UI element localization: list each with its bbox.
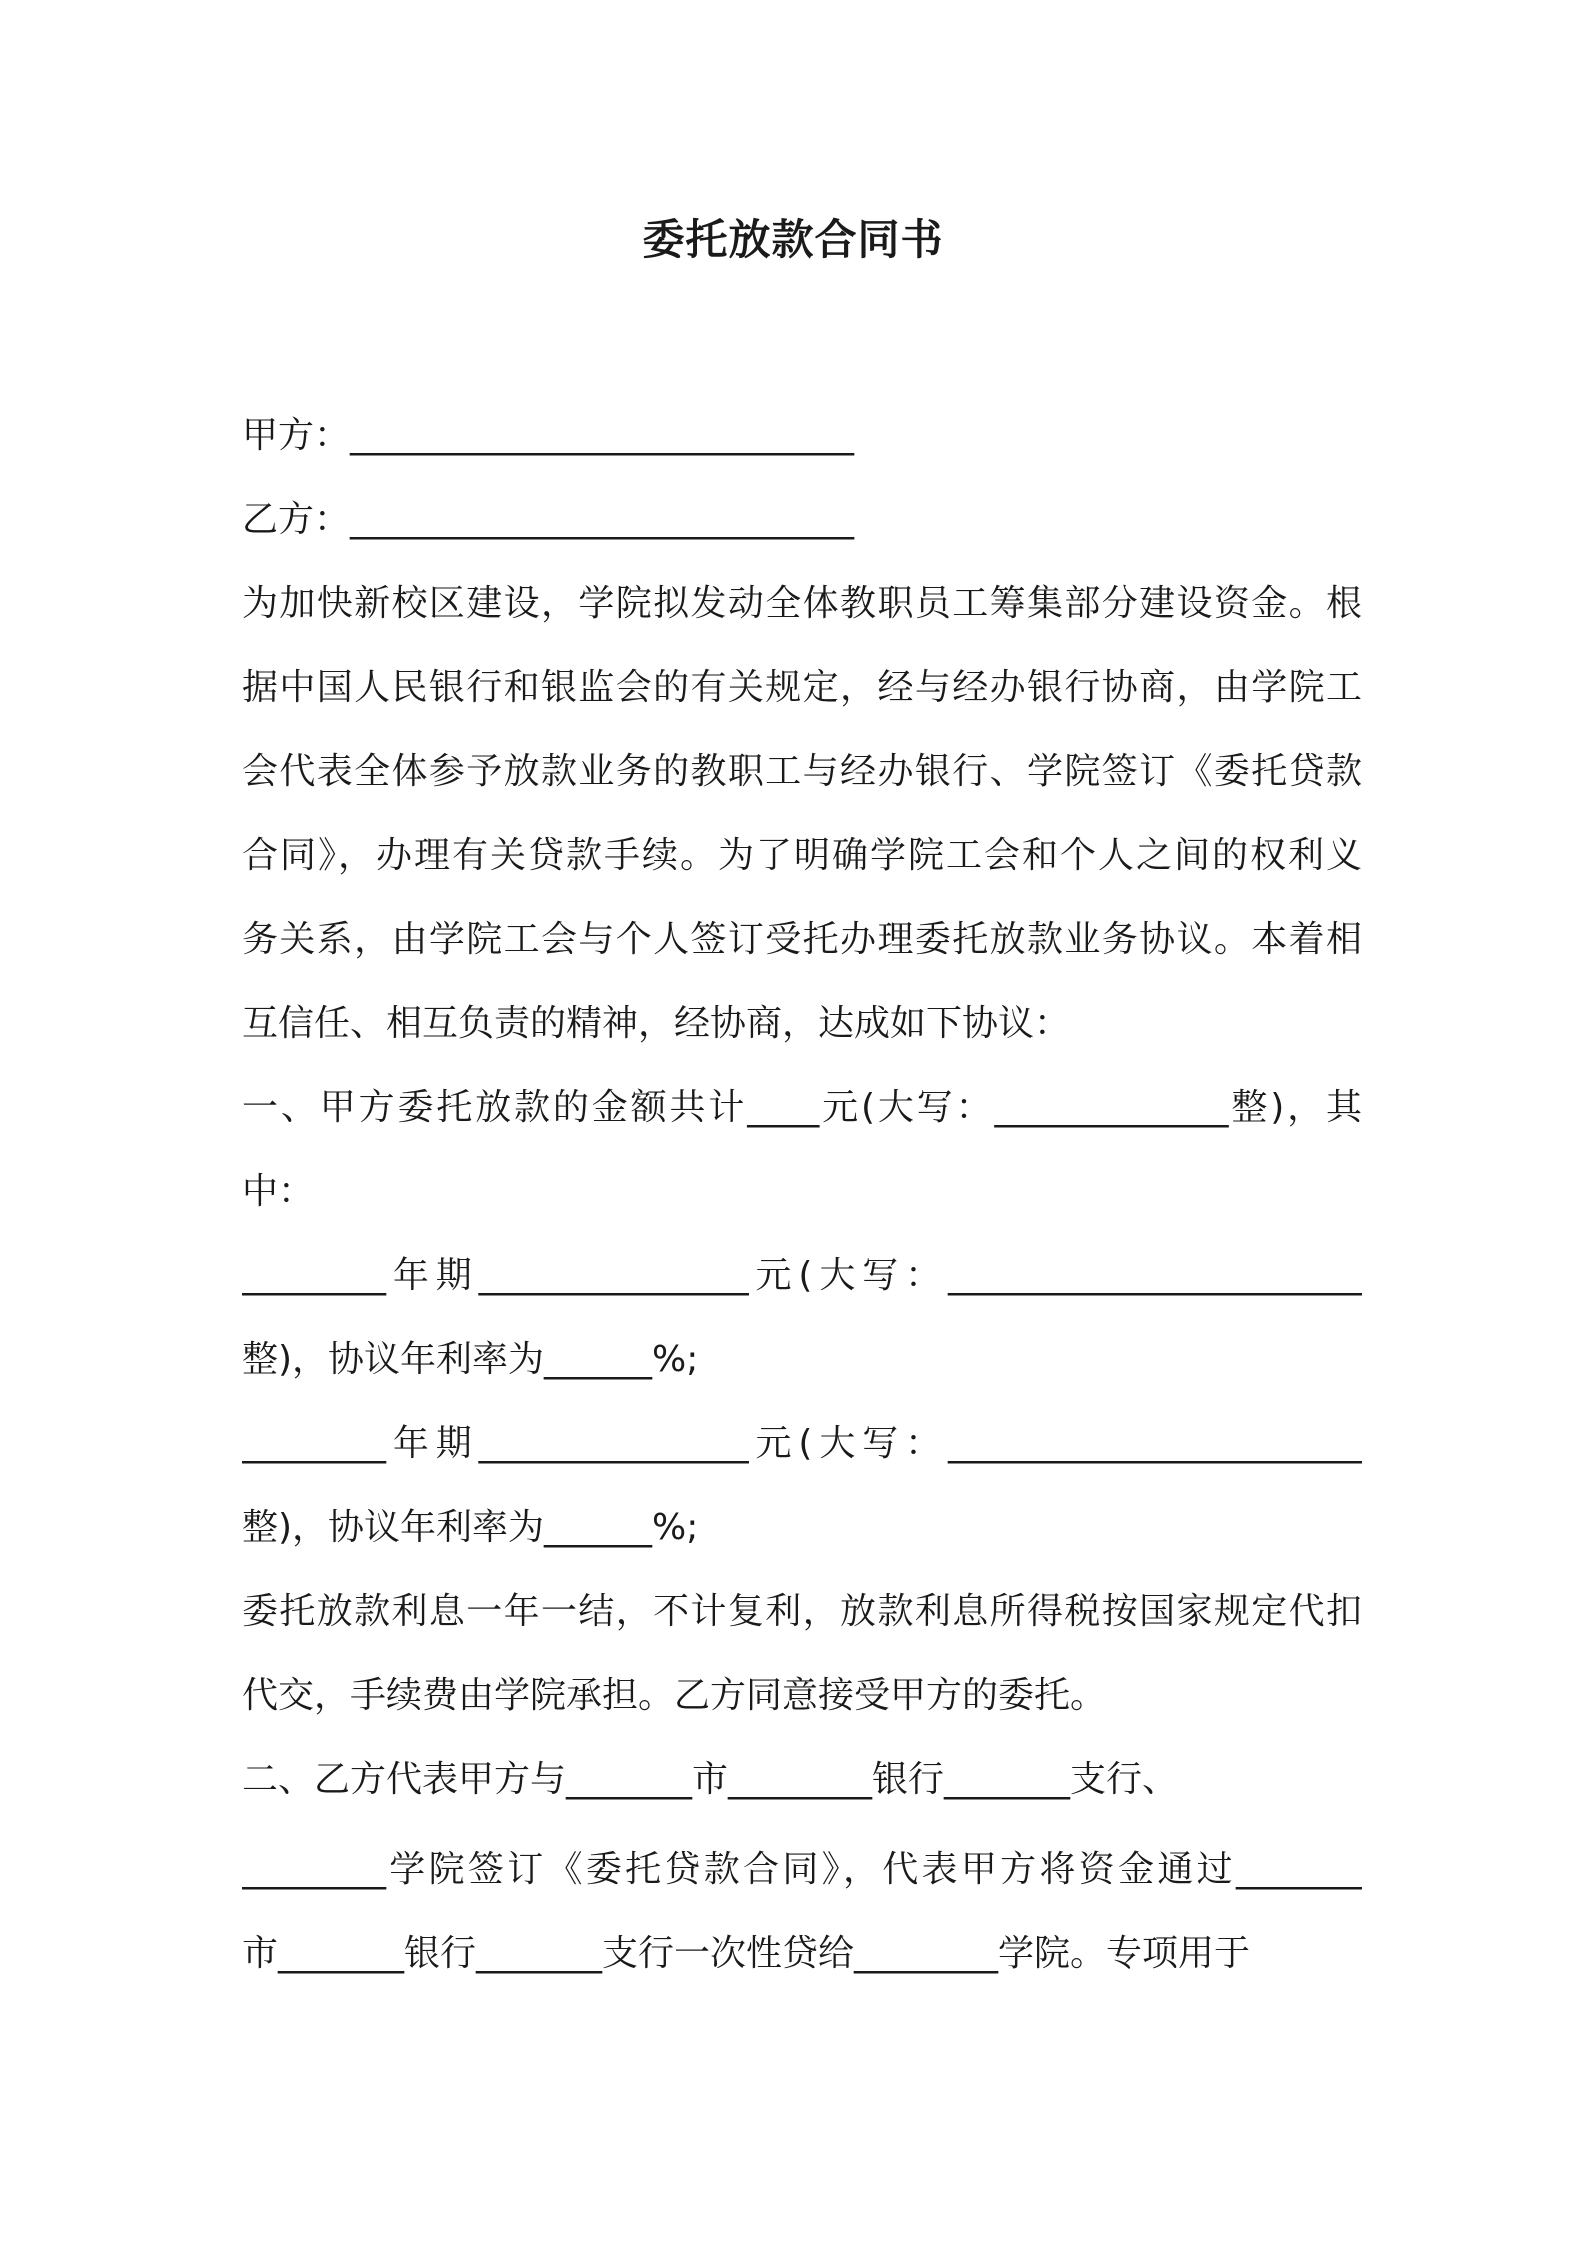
rate-line: 整)，协议年利率为______%; — [242, 1339, 699, 1380]
clause-two-line: ________学院签订《委托贷款合同》，代表甲方将资金通过_______ — [242, 1849, 1362, 1890]
term-line: ________年期_______________元(大写：_______________________ — [242, 1255, 1362, 1296]
rate-line: 整)，协议年利率为______%; — [242, 1507, 699, 1548]
term-line: ________年期_______________元(大写：_______________________ — [242, 1423, 1362, 1464]
interest-line: 委托放款利息一年一结，不计复利，放款利息所得税按国家规定代扣 — [242, 1591, 1362, 1632]
paragraph-line: 务关系，由学院工会与个人签订受托办理委托放款业务协议。本着相 — [242, 919, 1362, 960]
interest-line: 代交，手续费由学院承担。乙方同意接受甲方的委托。 — [242, 1675, 1107, 1716]
paragraph-line: 为加快新校区建设，学院拟发动全体教职员工筹集部分建设资金。根 — [242, 583, 1362, 624]
paragraph-line: 会代表全体参予放款业务的教职工与经办银行、学院签订《委托贷款 — [242, 751, 1362, 792]
clause-two-line: 二、乙方代表甲方与_______市________银行_______支行、 — [242, 1759, 1179, 1800]
clause-one-line: 一、甲方委托放款的金额共计____元(大写：_____________整)，其 — [242, 1087, 1362, 1128]
party-b-line: 乙方：____________________________ — [242, 499, 855, 540]
paragraph-line: 互信任、相互负责的精神，经协商，达成如下协议： — [242, 1003, 1071, 1044]
paragraph-line: 据中国人民银行和银监会的有关规定，经与经办银行协商，由学院工 — [242, 667, 1362, 708]
paragraph-line: 合同》，办理有关贷款手续。为了明确学院工会和个人之间的权利义 — [242, 835, 1362, 876]
party-a-line: 甲方：____________________________ — [242, 415, 855, 456]
document-title: 委托放款合同书 — [642, 215, 944, 264]
clause-two-line: 市_______银行_______支行一次性贷给________学院。专项用于 — [242, 1933, 1251, 1974]
clause-one-line: 中： — [242, 1171, 315, 1212]
